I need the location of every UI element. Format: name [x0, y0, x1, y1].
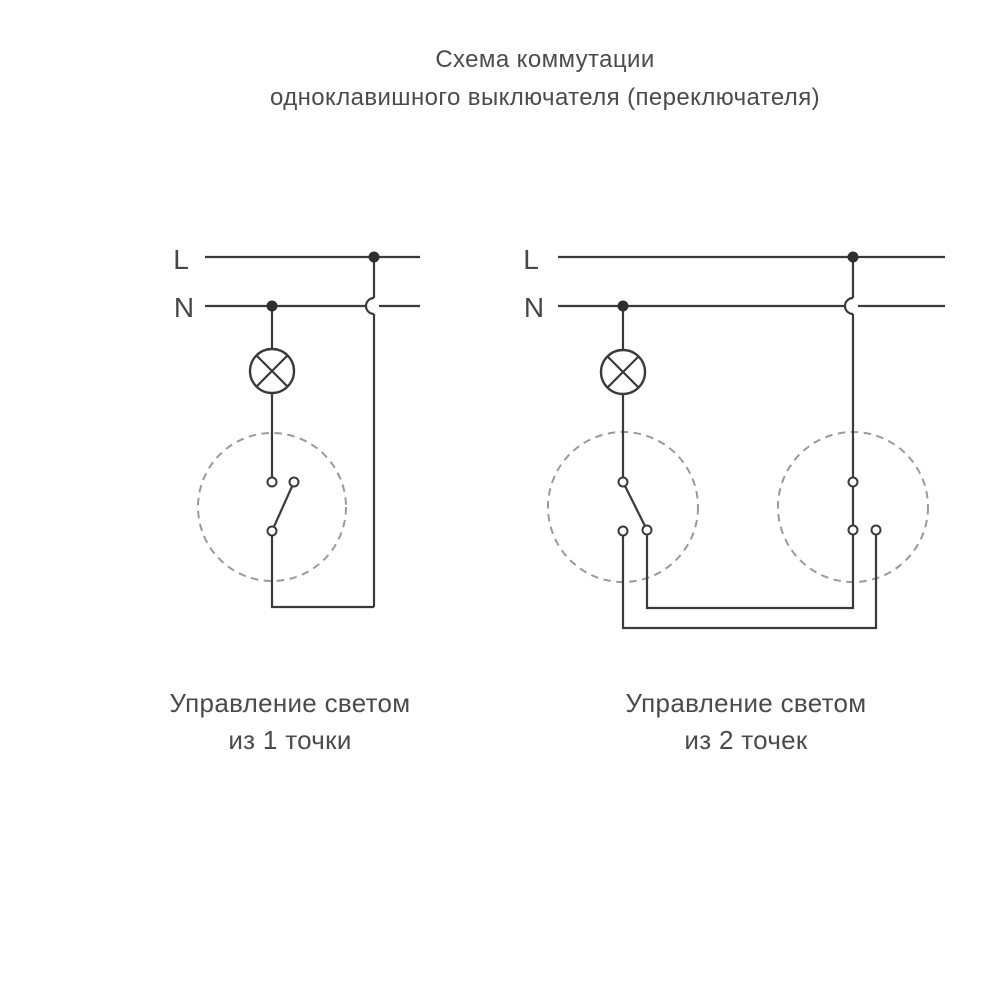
line-l-label: L [523, 244, 539, 275]
caption-line-1: Управление светом [625, 688, 867, 718]
title-line-1: Схема коммутации [435, 46, 655, 73]
wires [558, 257, 945, 628]
switch-terminal [619, 478, 628, 487]
switch-terminal [643, 526, 652, 535]
caption-two-points [626, 685, 867, 759]
caption-line-2: из 2 точек [684, 725, 808, 755]
switch-lever [623, 482, 647, 530]
caption-line-2: из 1 точки [228, 725, 352, 755]
title-line-2: одноклавишного выключателя (переключателя) [270, 84, 820, 111]
junction-dot [618, 301, 629, 312]
switch-terminal [872, 526, 881, 535]
switch-terminal [849, 478, 858, 487]
switch-lever [272, 482, 294, 531]
junction-dot [848, 252, 859, 263]
wire-hop-icon [366, 298, 374, 314]
caption-line-1: Управление светом [169, 688, 411, 718]
wires [205, 257, 420, 607]
switch-terminal [290, 478, 299, 487]
line-n-label: N [173, 292, 195, 323]
switch-terminal [849, 526, 858, 535]
lamp-icon [250, 349, 294, 393]
lamp-icon [601, 350, 645, 394]
switch-terminal [268, 478, 277, 487]
junction-dot [369, 252, 380, 263]
diagram-one-point [173, 244, 420, 607]
wire-hop-icon [845, 298, 853, 314]
line-n-label: N [523, 292, 545, 323]
switch-terminal [619, 527, 628, 536]
return-wire [272, 531, 374, 607]
line-l-label: L [173, 244, 189, 275]
switch-terminal [268, 527, 277, 536]
traveler-wire-outer [623, 530, 876, 628]
diagram-two-points [523, 244, 945, 628]
junction-dot [267, 301, 278, 312]
traveler-wire-inner [647, 530, 853, 608]
caption-one-point [170, 685, 411, 759]
